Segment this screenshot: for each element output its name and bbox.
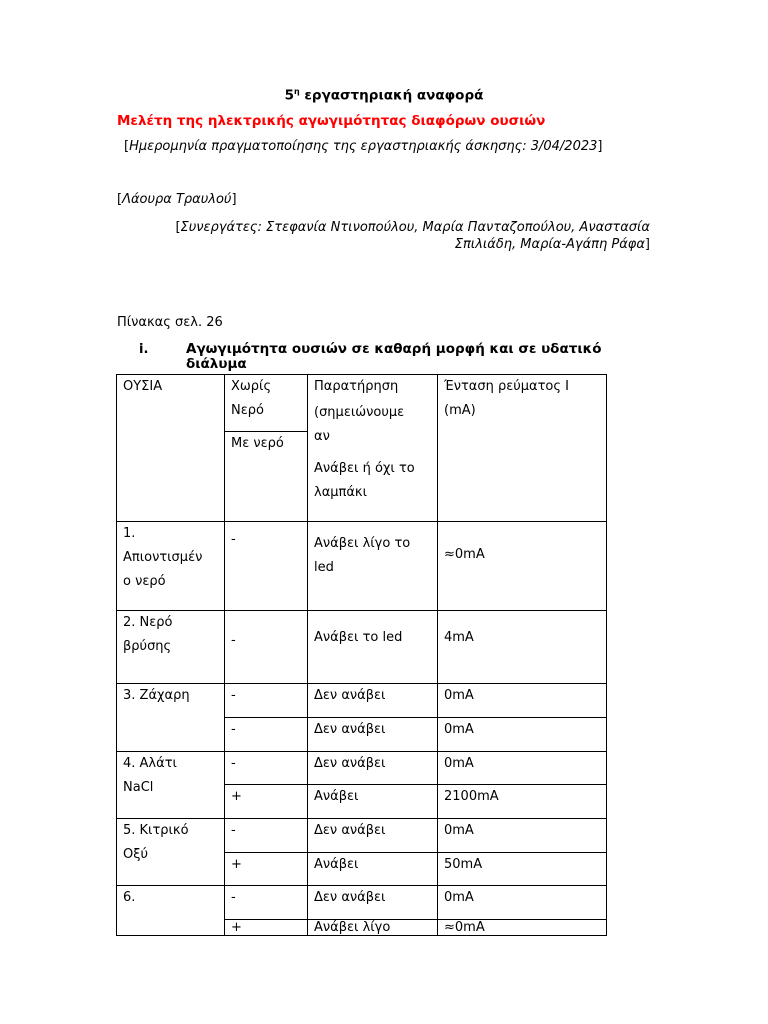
substance-cell: 3. Ζάχαρη xyxy=(117,684,225,752)
substance-cell: 2. Νερό βρύσης xyxy=(117,611,225,684)
water-cell: - xyxy=(225,886,308,920)
observation-cell: Ανάβει xyxy=(308,853,438,886)
author-name: [Λάουρα Τραυλού] xyxy=(117,192,237,207)
water-cell: + xyxy=(225,853,308,886)
water-cell: - xyxy=(225,819,308,853)
observation-cell: Δεν ανάβει xyxy=(308,752,438,785)
current-cell: 0mA xyxy=(438,752,607,785)
water-cell: - xyxy=(225,522,308,611)
header-substance: ΟΥΣΙΑ xyxy=(117,375,225,522)
observation-cell: Ανάβει λίγο xyxy=(308,920,438,936)
header-without-water: Χωρίς Νερό xyxy=(225,375,308,432)
current-cell: 0mA xyxy=(438,819,607,853)
substance-cell: 1. Απιοντισμέν ο νερό xyxy=(117,522,225,611)
header-current: Ένταση ρεύματος Ι (mA) xyxy=(438,375,607,522)
observation-cell: Δεν ανάβει xyxy=(308,718,438,752)
observation-cell: Δεν ανάβει xyxy=(308,886,438,920)
collaborators: [Συνεργάτες: Στεφανία Ντινοπούλου, Μαρία Πανταζοπούλου, Αναστασία Σπιλιάδη, Μαρία-Αγάπη Ράφα] xyxy=(175,220,650,252)
observation-cell: Ανάβει λίγο το led xyxy=(308,522,438,611)
table-row xyxy=(117,522,607,611)
water-cell: - xyxy=(225,684,308,718)
list-number: i. xyxy=(139,342,149,357)
table-row xyxy=(117,611,607,684)
current-cell: 0mA xyxy=(438,718,607,752)
substance-cell: 6. xyxy=(117,886,225,936)
observation-cell: Δεν ανάβει xyxy=(308,819,438,853)
current-cell: 4mA xyxy=(438,611,607,684)
table-row xyxy=(117,752,607,785)
header-with-water: Με νερό xyxy=(225,432,308,522)
substance-cell: 4. Αλάτι NaCl xyxy=(117,752,225,819)
water-cell: + xyxy=(225,785,308,819)
table-row xyxy=(117,684,607,718)
table-reference: Πίνακας σελ. 26 xyxy=(117,315,223,330)
current-cell: ≈0mA xyxy=(438,522,607,611)
observation-cell: Ανάβει το led xyxy=(308,611,438,684)
table-header-row xyxy=(117,375,607,432)
water-cell: - xyxy=(225,752,308,785)
report-subtitle: Μελέτη της ηλεκτρικής αγωγιμότητας διαφόρων ουσιών xyxy=(117,113,546,129)
water-cell: - xyxy=(225,718,308,752)
section-heading: Αγωγιμότητα ουσιών σε καθαρή μορφή και σε υδατικό διάλυμα xyxy=(186,341,602,372)
experiment-date: [Ημερομηνία πραγματοποίησης της εργαστηριακής άσκησης: 3/04/2023] xyxy=(124,139,603,154)
report-title: $5^\eta$ εργαστηριακή αναφορά xyxy=(284,87,484,104)
current-cell: 50mA xyxy=(438,853,607,886)
current-cell: 0mA xyxy=(438,886,607,920)
observation-cell: Ανάβει xyxy=(308,785,438,819)
table-row xyxy=(117,886,607,920)
current-cell: ≈0mA xyxy=(438,920,607,936)
water-cell: + xyxy=(225,920,308,936)
current-cell: 2100mA xyxy=(438,785,607,819)
water-cell: - xyxy=(225,611,308,684)
header-observation: Παρατήρηση (σημειώνουμε αν Ανάβει ή όχι το λαμπάκι xyxy=(308,375,438,522)
observation-cell: Δεν ανάβει xyxy=(308,684,438,718)
table-row xyxy=(117,819,607,853)
substance-cell: 5. Κιτρικό Οξύ xyxy=(117,819,225,886)
current-cell: 0mA xyxy=(438,684,607,718)
conductivity-table xyxy=(116,374,607,936)
